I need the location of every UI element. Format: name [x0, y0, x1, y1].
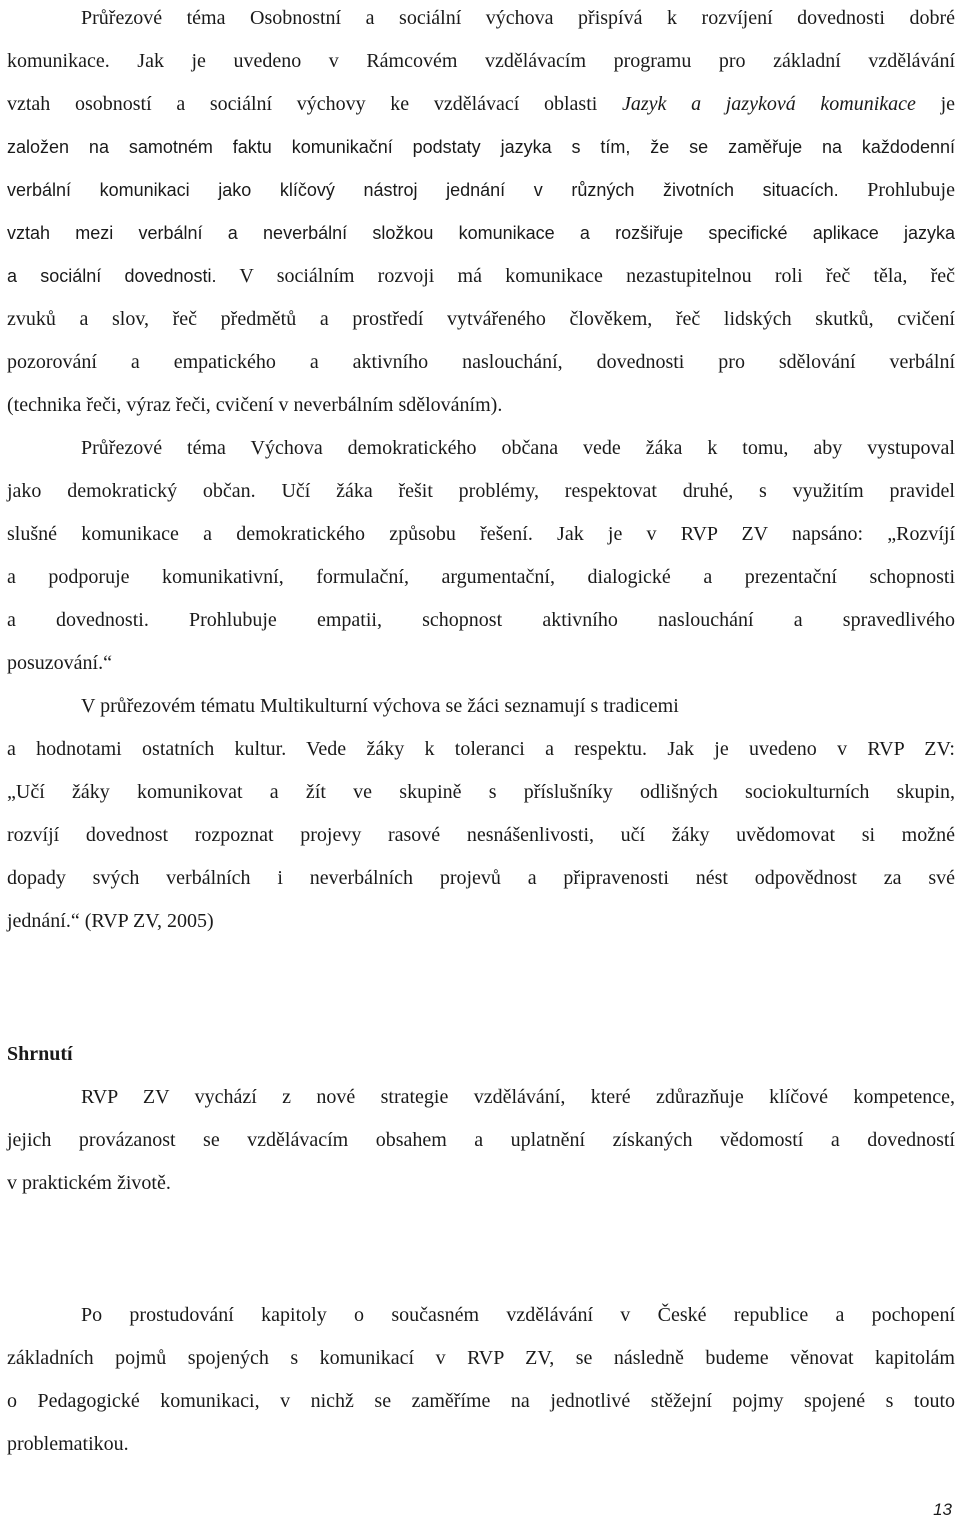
text-line: posuzování.“ [7, 652, 112, 674]
text-line: a podporuje komunikativní, formulační, argumentační, dialogické a prezentační schopnosti [7, 566, 955, 588]
text-line [7, 261, 955, 291]
text-line: RVP ZV vychází z nové strategie vzdělávání, které zdůrazňuje klíčové kompetence, [81, 1086, 955, 1108]
text-line [7, 89, 955, 119]
text-line: (technika řeči, výraz řeči, cvičení v neverbálním sdělováním). [7, 394, 503, 416]
page-number: 13 [933, 1500, 952, 1519]
text-run: verbální komunikaci jako klíčový nástroj jednání v různých životních situacích. [7, 180, 839, 200]
text-line: „Učí žáky komunikovat a žít ve skupině s příslušníky odlišných sociokulturních skupin, [7, 781, 955, 803]
text-line: problematikou. [7, 1433, 129, 1455]
section-heading: Shrnutí [7, 1043, 73, 1065]
text-line [7, 175, 955, 205]
text-line: založen na samotném faktu komunikační podstaty jazyka s tím, že se zaměřuje na každodenní [7, 137, 955, 157]
text-line: zvuků a slov, řeč předmětů a prostředí vytvářeného člověkem, řeč lidských skutků, cvičení [7, 308, 955, 330]
text-run: a sociální dovednosti. [7, 266, 217, 286]
text-line: vztah mezi verbální a neverbální složkou komunikace a rozšiřuje specifické aplikace jazyka [7, 223, 955, 243]
text-line: Po prostudování kapitoly o současném vzdělávání v České republice a pochopení [81, 1304, 955, 1326]
text-run: vztah osobností a sociální výchovy ke vzdělávací oblasti [7, 93, 622, 115]
text-line: a dovednosti. Prohlubuje empatii, schopnost aktivního naslouchání a spravedlivého [7, 609, 955, 631]
text-line: Průřezové téma Výchova demokratického občana vede žáka k tomu, aby vystupoval [81, 437, 955, 459]
text-run: V sociálním rozvoji má komunikace nezastupitelnou roli řeč těla, řeč [216, 265, 955, 287]
text-line: jako demokratický občan. Učí žáka řešit problémy, respektovat druhé, s využitím pravidel [7, 480, 955, 502]
text-line: základních pojmů spojených s komunikací v RVP ZV, se následně budeme věnovat kapitolám [7, 1347, 955, 1369]
text-line: pozorování a empatického a aktivního naslouchání, dovednosti pro sdělování verbální [7, 351, 955, 373]
text-run: Prohlubuje [838, 179, 955, 201]
text-line: slušné komunikace a demokratického způsobu řešení. Jak je v RVP ZV napsáno: „Rozvíjí [7, 523, 955, 545]
text-line: jejich provázanost se vzdělávacím obsahem a uplatnění získaných vědomostí a dovedností [7, 1129, 955, 1151]
text-line: a hodnotami ostatních kultur. Vede žáky k toleranci a respektu. Jak je uvedeno v RVP ZV: [7, 738, 955, 760]
text-line: o Pedagogické komunikaci, v nichž se zaměříme na jednotlivé stěžejní pojmy spojené s touto [7, 1390, 955, 1412]
text-line: Průřezové téma Osobnostní a sociální výchova přispívá k rozvíjení dovednosti dobré [81, 7, 955, 29]
text-line: komunikace. Jak je uvedeno v Rámcovém vzdělávacím programu pro základní vzdělávání [7, 50, 955, 72]
text-run: je [915, 93, 956, 115]
text-line: dopady svých verbálních i neverbálních projevů a připravenosti nést odpovědnost za své [7, 867, 955, 889]
text-line: V průřezovém tématu Multikulturní výchova se žáci seznamují s tradicemi [81, 695, 679, 717]
text-line: rozvíjí dovednost rozpoznat projevy rasové nesnášenlivosti, učí žáky uvědomovat si možné [7, 824, 955, 846]
emphasized-term: Jazyk a jazyková komunikace [622, 93, 916, 115]
text-line: v praktickém životě. [7, 1172, 171, 1194]
text-line: jednání.“ (RVP ZV, 2005) [7, 910, 214, 932]
